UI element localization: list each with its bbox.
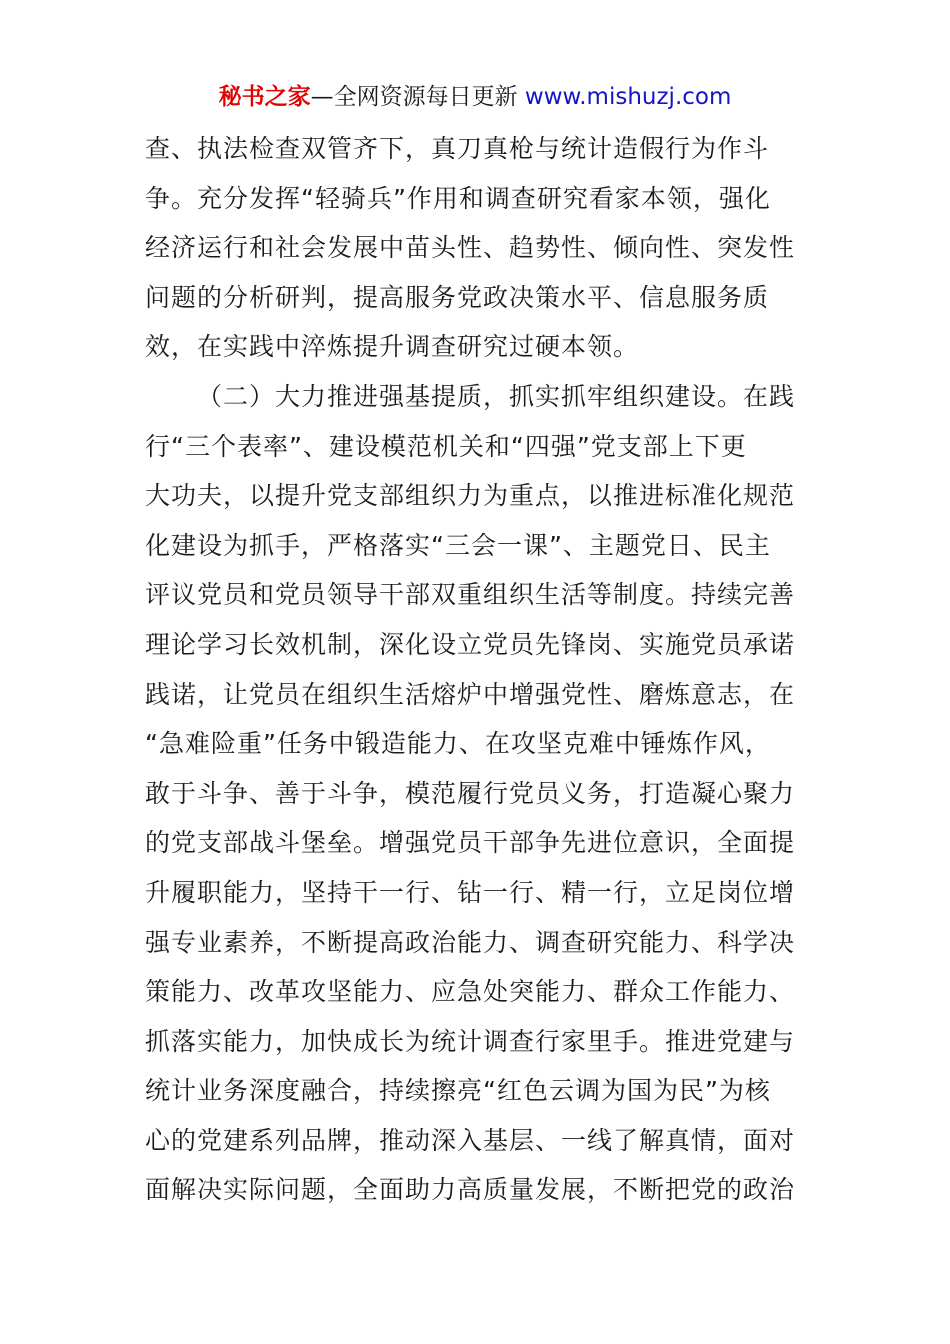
text-line: 的党支部战斗堡垒。增强党员干部争先进位意识，全面提 <box>145 828 796 858</box>
text-line: 理论学习长效机制，深化设立党员先锋岗、实施党员承诺 <box>145 629 796 659</box>
text-line: 大功夫，以提升党支部组织力为重点，以推进标准化规范 <box>145 481 796 511</box>
text-line: 强专业素养，不断提高政治能力、调查研究能力、科学决 <box>145 927 796 957</box>
text-line: 面解决实际问题，全面助力高质量发展，不断把党的政治 <box>145 1175 796 1205</box>
text-line: 践诺，让党员在组织生活熔炉中增强党性、磨炼意志，在 <box>145 679 796 709</box>
text-line: 心的党建系列品牌，推动深入基层、一线了解真情，面对 <box>145 1125 796 1155</box>
text-line: 敢于斗争、善于斗争，模范履行党员义务，打造凝心聚力 <box>145 778 796 808</box>
text-line: “急难险重”任务中锻造能力、在攻坚克难中锤炼作风， <box>145 729 771 759</box>
site-url-link[interactable]: www.mishuzj.com <box>524 84 732 110</box>
text-line: 评议党员和党员领导干部双重组织生活等制度。持续完善 <box>145 580 796 610</box>
text-line: 效，在实践中淬炼提升调查研究过硬本领。 <box>145 332 640 362</box>
text-line: 争。充分发挥“轻骑兵”作用和调查研究看家本领，强化 <box>145 183 771 213</box>
site-brand: 秘书之家 <box>218 84 311 110</box>
site-tagline: —全网资源每日更新 <box>310 84 525 110</box>
text-line: 升履职能力，坚持干一行、钻一行、精一行，立足岗位增 <box>145 877 796 907</box>
text-line: 策能力、改革攻坚能力、应急处突能力、群众工作能力、 <box>145 977 796 1007</box>
text-line: 问题的分析研判，提高服务党政决策水平、信息服务质 <box>145 282 770 312</box>
paragraph-start-line: （二）大力推进强基提质，抓实抓牢组织建设。在践 <box>197 381 796 411</box>
text-line: 行“三个表率”、建设模范机关和“四强”党支部上下更 <box>145 431 747 461</box>
text-line: 统计业务深度融合，持续擦亮“红色云调为国为民”为核 <box>145 1076 771 1106</box>
text-line: 经济运行和社会发展中苗头性、趋势性、倾向性、突发性 <box>145 233 796 263</box>
document-body <box>145 124 825 1215</box>
text-line: 抓落实能力，加快成长为统计调查行家里手。推进党建与 <box>145 1026 796 1056</box>
page-header <box>0 82 950 112</box>
text-line: 查、执法检查双管齐下，真刀真枪与统计造假行为作斗 <box>145 134 770 163</box>
text-line: 化建设为抓手，严格落实“三会一课”、主题党日、民主 <box>145 530 771 560</box>
